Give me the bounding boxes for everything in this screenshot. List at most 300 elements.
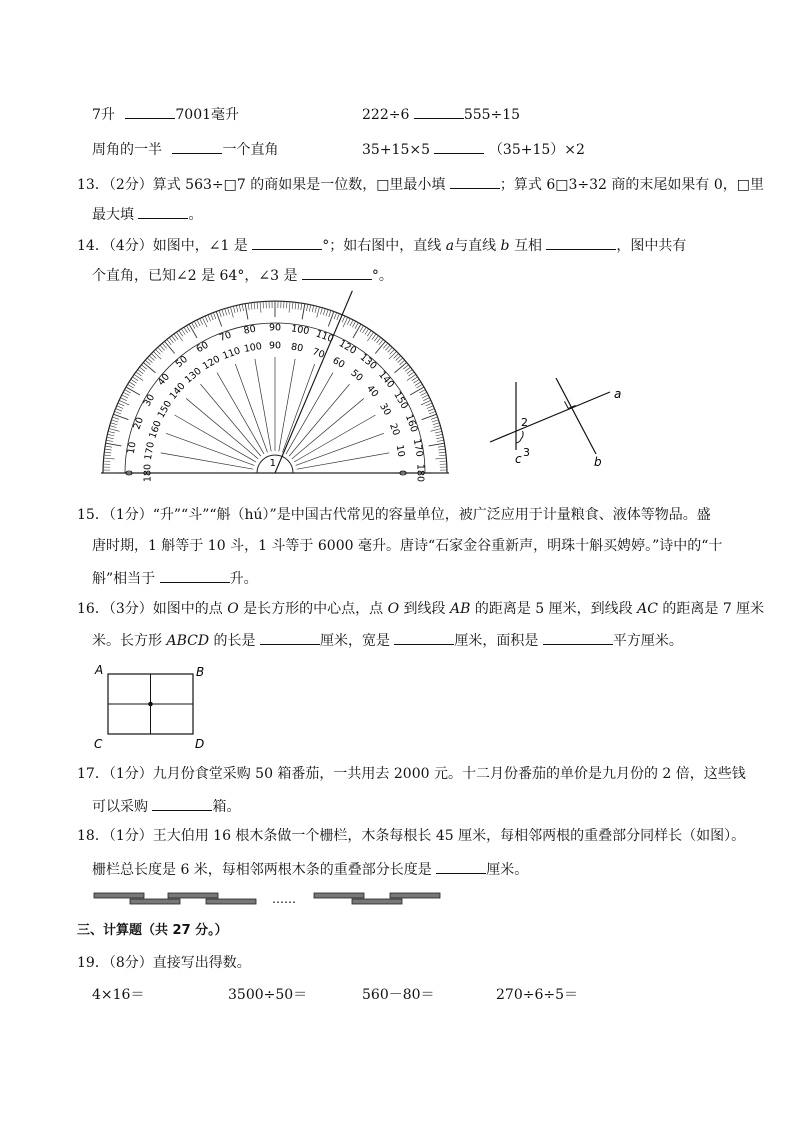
- protractor-tick: [112, 417, 119, 419]
- protractor-tick: [120, 398, 126, 401]
- q14-line1: [77, 234, 686, 256]
- protractor-tick: [362, 327, 366, 333]
- protractor-tick: [377, 337, 381, 343]
- protractor-tick: [104, 452, 111, 453]
- q14-text-e: ，图中共有: [616, 238, 687, 254]
- protractor-inner-label: 40: [364, 383, 381, 400]
- q13-text-a: 13．（2分）算式 563÷□7 的商如果是一位数，□里最小填: [77, 177, 446, 193]
- protractor-inner-label: 30: [377, 401, 393, 418]
- protractor-tick: [248, 303, 249, 310]
- protractor-tick: [389, 351, 397, 359]
- protractor-tick: [205, 316, 208, 322]
- answer-blank[interactable]: [125, 103, 175, 119]
- q17-text-a: 可以采购: [92, 799, 148, 815]
- protractor-tick: [426, 403, 432, 406]
- answer-blank[interactable]: [434, 138, 484, 154]
- protractor-tick: [405, 367, 411, 371]
- protractor-tick: [105, 449, 112, 450]
- q16-text-a: 16．（3分）如图中的点: [77, 601, 223, 617]
- protractor-outer-label: 110: [314, 328, 335, 346]
- q15-text-b: 升。: [229, 571, 258, 587]
- protractor-tick: [317, 307, 320, 318]
- rectangle-abcd-figure: [88, 660, 218, 752]
- protractor-tick: [438, 446, 445, 447]
- protractor-tick: [242, 304, 243, 311]
- protractor-inner-label: 140: [167, 380, 188, 402]
- wood-strip: [206, 899, 256, 904]
- protractor-tick: [312, 305, 314, 312]
- protractor-tick: [352, 321, 355, 327]
- protractor-inner-label: 90: [268, 340, 282, 352]
- answer-blank[interactable]: [160, 567, 230, 583]
- protractor-outer-label: 150: [391, 389, 410, 412]
- protractor-tick: [105, 446, 112, 447]
- protractor-outer-label: 10: [125, 440, 139, 455]
- protractor-tick: [106, 440, 113, 441]
- protractor-tick: [415, 382, 421, 386]
- protractor-tick: [429, 443, 445, 446]
- protractor-tick: [413, 379, 419, 383]
- protractor-tick: [436, 434, 443, 436]
- wood-strip: [352, 899, 402, 904]
- protractor-inner-label: 150: [155, 398, 175, 421]
- protractor-inner-label: 70: [310, 346, 326, 361]
- q12-row1-left: [92, 103, 239, 125]
- protractor-outer-label: 90: [268, 322, 282, 334]
- angle-arc-3: [516, 439, 521, 443]
- angle-arc-2: [521, 431, 523, 439]
- protractor-tick: [181, 329, 185, 335]
- q16-text-e: 的距离是 7 厘米: [662, 601, 765, 617]
- protractor-tick: [108, 431, 115, 433]
- protractor-tick: [192, 323, 195, 329]
- protractor-tick: [350, 320, 353, 326]
- protractor-tick: [257, 302, 258, 309]
- q16-var-ab: AB: [449, 601, 471, 617]
- protractor-tick: [385, 345, 390, 350]
- protractor-tick: [360, 326, 364, 332]
- q12-row1-left-a: 7升: [92, 107, 115, 123]
- protractor-tick: [194, 321, 197, 327]
- protractor-tick: [429, 411, 436, 414]
- protractor-tick: [228, 308, 230, 315]
- label-c: c: [515, 452, 522, 466]
- protractor-tick: [434, 426, 441, 428]
- protractor-tick: [367, 330, 371, 336]
- protractor-tick: [342, 316, 345, 322]
- protractor-tick: [197, 320, 200, 326]
- protractor-tick: [139, 367, 145, 371]
- protractor-tick: [421, 392, 427, 395]
- q14-text-b: °；如右图中，直线: [322, 238, 442, 254]
- protractor-tick: [407, 374, 416, 380]
- protractor-tick: [423, 398, 429, 401]
- protractor-tick: [422, 414, 437, 419]
- protractor-tick: [439, 452, 446, 453]
- protractor-tick: [390, 349, 395, 354]
- q18-text-a: 栅栏总长度是 6 米，每相邻两根木条的重叠部分长度是: [92, 862, 432, 878]
- protractor-inner-label: 110: [221, 345, 242, 362]
- q15-line3: [92, 567, 258, 589]
- protractor-tick: [107, 437, 114, 438]
- q19-item-1: 4×16＝: [92, 987, 145, 1003]
- protractor-tick: [208, 315, 211, 321]
- protractor-tick: [438, 449, 445, 450]
- protractor-tick: [302, 304, 305, 320]
- protractor-outer-label: 100: [290, 323, 311, 338]
- protractor-tick: [113, 414, 128, 419]
- q14-text-c: 与直线: [454, 238, 497, 254]
- protractor-tick: [301, 303, 302, 310]
- protractor-radial-line: [186, 398, 258, 458]
- q16-var-o2: O: [387, 601, 400, 617]
- protractor-outer-label: 60: [194, 339, 211, 356]
- protractor-outer-label: 70: [217, 329, 233, 344]
- protractor-tick: [132, 377, 138, 381]
- label-C: C: [94, 737, 103, 751]
- protractor-radial-line: [255, 359, 271, 452]
- protractor-tick: [200, 318, 203, 324]
- protractor-tick: [432, 420, 439, 422]
- protractor-radial-line: [297, 453, 390, 469]
- protractor-tick: [171, 336, 175, 342]
- protractor-tick: [225, 309, 227, 316]
- protractor-inner-label: 20: [387, 422, 402, 438]
- q14-text-f: 个直角，已知∠2 是 64°，∠3 是: [92, 268, 298, 284]
- protractor-tick: [111, 423, 118, 425]
- protractor-tick: [160, 345, 165, 350]
- protractor-tick: [337, 314, 340, 320]
- protractor-tick: [141, 365, 146, 369]
- protractor-inner-label: 50: [348, 367, 365, 384]
- q16-text-g: 的长是: [213, 633, 256, 649]
- protractor-tick: [436, 437, 443, 438]
- protractor-tick: [355, 323, 358, 329]
- protractor-tick: [295, 302, 296, 309]
- label-B: B: [196, 665, 205, 679]
- protractor-tick: [149, 356, 154, 361]
- answer-blank[interactable]: [543, 629, 613, 645]
- q16-text-j: 平方厘米。: [612, 633, 683, 649]
- q14-text-d: 互相: [513, 238, 542, 254]
- protractor-radial-line: [289, 384, 349, 456]
- protractor-outer-label: 0: [124, 469, 136, 477]
- protractor-tick: [347, 318, 350, 324]
- protractor-tick: [365, 329, 369, 335]
- q15-line2: 唐时期，1 斛等于 10 斗，1 斗等于 6000 毫升。唐诗“石家金谷重新声，明珠十斛买娉婷。”诗中的“十: [92, 538, 723, 554]
- protractor-outer-label: 50: [173, 353, 190, 371]
- protractor-tick: [128, 384, 134, 388]
- protractor-tick: [289, 302, 290, 313]
- fence-strips-figure: [90, 888, 450, 910]
- protractor-tick: [353, 324, 361, 338]
- q18-line2: [92, 858, 528, 880]
- protractor-tick: [151, 354, 156, 359]
- protractor-tick: [219, 310, 221, 317]
- protractor-tick: [367, 332, 373, 341]
- protractor-outer-label: 140: [376, 369, 397, 391]
- q12-row2-right: [362, 138, 585, 160]
- answer-blank[interactable]: [414, 103, 464, 119]
- line-b: [556, 378, 596, 454]
- q12-row1-right-b: 555÷15: [463, 107, 521, 123]
- protractor-tick: [394, 354, 399, 359]
- protractor-tick: [104, 455, 111, 456]
- protractor-tick: [239, 305, 240, 312]
- protractor-tick: [396, 356, 401, 361]
- protractor-tick: [131, 379, 137, 383]
- protractor-outer-label: 180: [414, 463, 426, 483]
- protractor-tick: [126, 387, 140, 395]
- q18-line1: 18．（1分）王大伯用 16 根木条做一个栅栏，木条每根长 45 厘米，每相邻两根的重叠部分同样长（如图）。: [77, 828, 746, 844]
- q13-text-c: 最大填: [92, 207, 134, 223]
- q17-line1: 17．（1分）九月份食堂采购 50 箱番茄，一共用去 2000 元。十二月份番茄的单价是九月份的 2 倍，这些钱: [77, 766, 746, 782]
- protractor-tick: [169, 337, 173, 343]
- protractor-tick: [419, 390, 425, 393]
- protractor-figure: [90, 290, 460, 490]
- protractor-outer-label: 160: [402, 413, 420, 434]
- protractor-tick: [213, 312, 216, 319]
- protractor-inner-label: 120: [200, 353, 223, 373]
- answer-blank[interactable]: [172, 138, 222, 154]
- q14-line2: [92, 264, 393, 286]
- q14-var-a: a: [445, 238, 455, 254]
- protractor-tick: [435, 431, 442, 433]
- protractor-radial-line: [286, 373, 333, 454]
- wood-strip: [390, 893, 440, 898]
- protractor-tick: [189, 324, 197, 338]
- protractor-tick: [111, 420, 118, 422]
- q16-text-b: 是长方形的中心点，点: [243, 601, 384, 617]
- protractor-tick: [184, 327, 188, 333]
- protractor-tick: [427, 406, 433, 409]
- answer-blank[interactable]: [252, 234, 322, 250]
- protractor-tick: [431, 417, 438, 419]
- q19-item-2: 3500÷50＝: [228, 987, 308, 1003]
- protractor-tick: [260, 302, 261, 313]
- protractor-radial-line: [296, 433, 384, 465]
- protractor-tick: [123, 392, 129, 395]
- q12-row2-left-a: 周角的一半: [92, 142, 162, 158]
- q12-row2-right-a: 35+15×5: [362, 142, 430, 158]
- protractor-tick: [416, 384, 422, 388]
- protractor-outer-label: 120: [336, 338, 359, 357]
- protractor-outer-label: 130: [357, 351, 379, 372]
- protractor-tick: [315, 306, 317, 313]
- line-a: [490, 392, 610, 442]
- protractor-tick: [109, 428, 120, 431]
- wood-strip: [168, 893, 218, 898]
- protractor-tick: [403, 365, 408, 369]
- protractor-tick: [328, 311, 333, 326]
- q12-row2-right-b: （35+15）×2: [488, 142, 585, 158]
- protractor-tick: [334, 312, 337, 319]
- protractor-tick: [211, 314, 214, 320]
- protractor-tick: [134, 374, 143, 380]
- protractor-radial-line: [200, 384, 260, 456]
- protractor-outer-label: 80: [242, 323, 257, 337]
- protractor-tick: [156, 349, 161, 354]
- wood-strip: [314, 893, 364, 898]
- protractor-radial-line: [279, 359, 295, 452]
- protractor-tick: [435, 458, 446, 459]
- protractor-tick: [251, 303, 252, 310]
- protractor-tick: [379, 339, 383, 344]
- protractor-tick: [158, 347, 163, 352]
- protractor-tick: [323, 309, 325, 316]
- protractor-tick: [400, 360, 405, 365]
- protractor-inner-label: 10: [393, 444, 407, 458]
- q15-text-a: 斛”相当于: [92, 571, 156, 587]
- protractor-tick: [437, 440, 444, 441]
- label-A: A: [95, 663, 104, 677]
- protractor-inner-label: 170: [142, 441, 157, 461]
- protractor-radial-line: [294, 415, 375, 462]
- q19-item-4: 270÷6÷5＝: [496, 987, 578, 1003]
- protractor-tick: [233, 306, 235, 313]
- protractor: [101, 291, 449, 482]
- protractor-tick: [383, 343, 388, 348]
- protractor-radial-line: [235, 364, 267, 452]
- q14-text-a: 14．（4分）如图中，∠1 是: [77, 238, 248, 254]
- protractor-radial-line: [175, 415, 256, 462]
- answer-blank[interactable]: [436, 858, 486, 874]
- protractor-tick: [329, 310, 331, 317]
- protractor-tick: [309, 305, 310, 312]
- answer-blank[interactable]: [302, 264, 372, 280]
- protractor-radial-line: [166, 433, 254, 465]
- protractor-tick: [162, 343, 167, 348]
- protractor-tick: [107, 434, 114, 436]
- answer-blank[interactable]: [260, 629, 320, 645]
- q16-var-o: O: [227, 601, 239, 617]
- protractor-tick: [118, 403, 124, 406]
- protractor-inner-label: 130: [182, 365, 204, 386]
- q13-line1: [77, 173, 764, 195]
- center-point-o: [148, 702, 153, 707]
- section-3-title: 三、计算题（共 27 分。）: [77, 923, 228, 938]
- protractor-outer-label: 20: [131, 415, 146, 431]
- protractor-tick: [433, 423, 440, 425]
- label-angle-2: 2: [521, 416, 528, 429]
- protractor-tick: [138, 369, 144, 373]
- q16-text-h: 厘米，宽是: [319, 633, 390, 649]
- q12-row2-left: [92, 138, 278, 160]
- protractor-tick: [179, 330, 183, 336]
- protractor-tick: [125, 390, 131, 393]
- q16-text-i: 厘米，面积是: [454, 633, 539, 649]
- q19-item-3: 560－80＝: [362, 987, 435, 1003]
- protractor-tick: [408, 372, 414, 376]
- protractor-tick: [114, 411, 121, 414]
- protractor-tick: [104, 458, 115, 459]
- protractor-inner-label: 80: [290, 341, 304, 355]
- protractor-tick: [106, 443, 122, 446]
- fence-ellipsis: ……: [272, 892, 296, 906]
- q15-line1: 15．（1分）“升”“斗”“斛（hú）”是中国古代常见的容量单位，被广泛应用于计量粮食、液体等物品。盛: [77, 507, 711, 523]
- protractor-inner-label: 180: [142, 463, 154, 483]
- q16-text-f: 米。长方形: [92, 633, 162, 649]
- q16-text-c: 到线段: [403, 601, 446, 617]
- intersecting-lines-figure: [480, 360, 640, 470]
- protractor-tick: [428, 409, 434, 412]
- q12-row1-left-b: 7001毫升: [175, 107, 240, 123]
- protractor-tick: [439, 455, 446, 456]
- answer-blank[interactable]: [138, 203, 188, 219]
- protractor-tick: [388, 347, 393, 352]
- q17-text-b: 箱。: [212, 799, 241, 815]
- protractor-tick: [129, 382, 135, 386]
- protractor-tick: [407, 369, 413, 373]
- q16-text-d: 的距离是 5 厘米，到线段: [474, 601, 633, 617]
- protractor-tick: [136, 372, 142, 376]
- protractor-tick: [145, 360, 150, 365]
- protractor-tick: [431, 428, 442, 431]
- angle-1-label: 1: [269, 457, 276, 469]
- protractor-tick: [216, 311, 221, 326]
- answer-blank[interactable]: [450, 173, 500, 189]
- protractor-tick: [230, 307, 233, 318]
- answer-blank[interactable]: [394, 629, 454, 645]
- protractor-tick: [116, 409, 122, 412]
- angle-1-ray: [275, 291, 352, 473]
- answer-blank[interactable]: [152, 795, 212, 811]
- protractor-radial-line: [283, 364, 315, 452]
- protractor-tick: [147, 358, 152, 363]
- protractor-outer-label: 40: [155, 371, 173, 388]
- protractor-inner-label: 100: [243, 340, 263, 355]
- protractor-outer-label: 170: [410, 437, 425, 458]
- q14-var-b: b: [500, 238, 510, 254]
- protractor-inner-label: 0: [396, 469, 408, 477]
- q18-text-b: 厘米。: [486, 862, 529, 878]
- protractor-tick: [167, 339, 171, 344]
- protractor-inner-label: 60: [330, 355, 347, 371]
- q16-var-abcd: ABCD: [166, 633, 210, 649]
- q12-row1-right-a: 222÷6: [362, 107, 410, 123]
- q17-line2: [92, 795, 240, 817]
- q13-text-b: ；算式 6□3÷32 商的末尾如果有 0，□里: [499, 177, 764, 193]
- protractor-tick: [410, 387, 424, 395]
- protractor-tick: [306, 304, 307, 311]
- protractor-tick: [326, 309, 328, 316]
- q14-text-g: °。: [371, 268, 393, 284]
- protractor-tick: [298, 303, 299, 310]
- protractor-tick: [222, 309, 224, 316]
- protractor-tick: [186, 326, 190, 332]
- q16-line1: [77, 599, 764, 619]
- wood-strip: [130, 899, 180, 904]
- protractor-tick: [254, 302, 255, 309]
- q13-text-d: 。: [188, 207, 203, 223]
- label-b: b: [594, 455, 602, 469]
- protractor-outer-label: 30: [141, 392, 158, 409]
- protractor-tick: [398, 358, 403, 363]
- protractor-tick: [117, 406, 123, 409]
- q12-row2-left-b: 一个直角: [222, 142, 279, 158]
- answer-blank[interactable]: [546, 234, 616, 250]
- protractor-tick: [153, 351, 161, 359]
- protractor-tick: [422, 395, 428, 398]
- label-angle-3: 3: [523, 446, 530, 459]
- protractor-tick: [374, 336, 378, 342]
- q12-row1-right: [362, 103, 520, 125]
- protractor-tick: [245, 304, 248, 320]
- protractor-radial-line: [217, 373, 264, 454]
- protractor-tick: [320, 308, 322, 315]
- protractor-tick: [372, 334, 376, 340]
- protractor-tick: [174, 334, 178, 340]
